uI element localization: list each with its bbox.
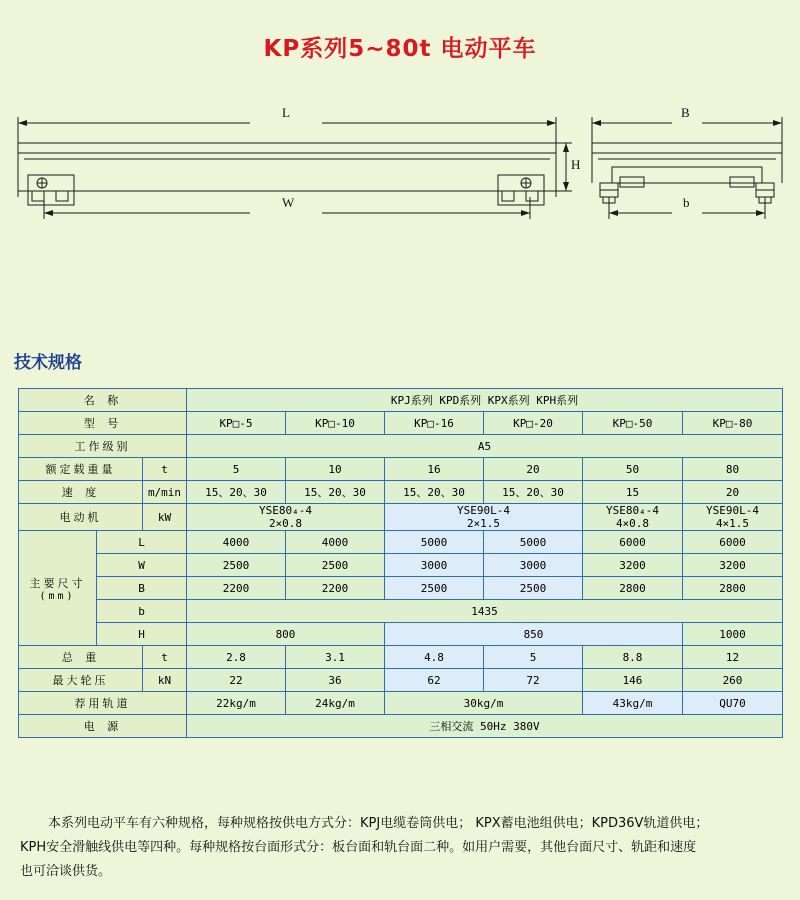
row-label-weight: 总 重 bbox=[19, 646, 143, 669]
row-label-rail: 荐用轨道 bbox=[19, 692, 187, 715]
row-label-wheel-pressure: 最大轮压 bbox=[19, 669, 143, 692]
note-line-3: 也可洽谈供货。 bbox=[20, 864, 112, 879]
table-row bbox=[19, 623, 783, 646]
cell-W-2: 2500 bbox=[286, 554, 385, 577]
table-row bbox=[19, 715, 783, 738]
cell-W-4: 3000 bbox=[484, 554, 583, 577]
spec-table-wrapper bbox=[18, 388, 782, 738]
cell-model-3: KP□-16 bbox=[385, 412, 484, 435]
row-unit-weight: t bbox=[143, 646, 187, 669]
row-label-dimensions bbox=[19, 531, 97, 646]
cell-motor-group-4 bbox=[683, 504, 783, 531]
dim-label-W: W bbox=[282, 195, 295, 210]
cell-L-1: 4000 bbox=[187, 531, 286, 554]
row-unit-dim-W: W bbox=[97, 554, 187, 577]
spec-table bbox=[18, 388, 783, 738]
table-row bbox=[19, 504, 783, 531]
row-label-duty: 工作级别 bbox=[19, 435, 187, 458]
dimensions-label-text: 主要尺寸 bbox=[29, 576, 86, 590]
cell-wheel-5: 146 bbox=[583, 669, 683, 692]
cell-rail-3: 30kg/m bbox=[385, 692, 583, 715]
cell-model-4: KP□-20 bbox=[484, 412, 583, 435]
cell-rail-5: QU70 bbox=[683, 692, 783, 715]
row-label-power: 电 源 bbox=[19, 715, 187, 738]
note-line-2: KPH安全滑触线供电等四种。每种规格按台面形式分：板台面和轨台面二种。如用户需要，其他台面尺寸、轨距和速度 bbox=[20, 840, 697, 855]
motor-power-3: 4×0.8 bbox=[615, 517, 650, 530]
motor-model-2: YSE90L-4 bbox=[457, 504, 510, 517]
row-unit-dim-L: L bbox=[97, 531, 187, 554]
technical-drawing bbox=[0, 85, 800, 285]
table-row bbox=[19, 531, 783, 554]
cell-motor-group-1 bbox=[187, 504, 385, 531]
cell-weight-5: 8.8 bbox=[583, 646, 683, 669]
row-unit-dim-H: H bbox=[97, 623, 187, 646]
section-heading-specs: 技术规格 bbox=[14, 353, 82, 373]
cell-model-2: KP□-10 bbox=[286, 412, 385, 435]
row-unit-speed: m/min bbox=[143, 481, 187, 504]
cell-B-5: 2800 bbox=[583, 577, 683, 600]
table-row bbox=[19, 412, 783, 435]
note-line-1: 本系列电动平车有六种规格，每种规格按供电方式分：KPJ电缆卷筒供电； KPX蓄电池组供电；KPD36V轨道供电； bbox=[48, 816, 709, 831]
dim-label-L: L bbox=[282, 105, 290, 120]
table-row bbox=[19, 458, 783, 481]
motor-power-1: 2×0.8 bbox=[268, 517, 303, 530]
cell-capacity-3: 16 bbox=[385, 458, 484, 481]
table-row bbox=[19, 554, 783, 577]
motor-power-4: 4×1.5 bbox=[715, 517, 750, 530]
cell-W-5: 3200 bbox=[583, 554, 683, 577]
motor-model-4: YSE90L-4 bbox=[706, 504, 759, 517]
table-row bbox=[19, 669, 783, 692]
cell-model-1: KP□-5 bbox=[187, 412, 286, 435]
cell-wheel-2: 36 bbox=[286, 669, 385, 692]
motor-power-2: 2×1.5 bbox=[466, 517, 501, 530]
cell-motor-group-2 bbox=[385, 504, 583, 531]
row-unit-motor: kW bbox=[143, 504, 187, 531]
cell-L-5: 6000 bbox=[583, 531, 683, 554]
cell-wheel-1: 22 bbox=[187, 669, 286, 692]
cell-weight-3: 4.8 bbox=[385, 646, 484, 669]
cell-weight-6: 12 bbox=[683, 646, 783, 669]
cell-power-value: 三相交流 50Hz 380V bbox=[187, 715, 783, 738]
motor-model-3: YSE80₄-4 bbox=[606, 504, 659, 517]
dim-label-b: b bbox=[683, 195, 690, 210]
cell-speed-3: 15、20、30 bbox=[385, 481, 484, 504]
cell-L-4: 5000 bbox=[484, 531, 583, 554]
row-label-speed: 速 度 bbox=[19, 481, 143, 504]
dim-label-B: B bbox=[681, 105, 690, 120]
cell-B-1: 2200 bbox=[187, 577, 286, 600]
footer-note bbox=[20, 812, 780, 884]
table-row bbox=[19, 646, 783, 669]
cell-B-3: 2500 bbox=[385, 577, 484, 600]
table-row bbox=[19, 481, 783, 504]
table-row bbox=[19, 577, 783, 600]
cell-capacity-6: 80 bbox=[683, 458, 783, 481]
table-row bbox=[19, 435, 783, 458]
row-label-capacity: 额定载重量 bbox=[19, 458, 143, 481]
cell-series-list: KPJ系列 KPD系列 KPX系列 KPH系列 bbox=[187, 389, 783, 412]
cell-speed-5: 15 bbox=[583, 481, 683, 504]
cell-capacity-2: 10 bbox=[286, 458, 385, 481]
cell-wheel-4: 72 bbox=[484, 669, 583, 692]
cell-speed-6: 20 bbox=[683, 481, 783, 504]
cell-B-6: 2800 bbox=[683, 577, 783, 600]
cell-rail-1: 22kg/m bbox=[187, 692, 286, 715]
table-row bbox=[19, 692, 783, 715]
row-unit-capacity: t bbox=[143, 458, 187, 481]
row-unit-dim-B: B bbox=[97, 577, 187, 600]
motor-model-1: YSE80₄-4 bbox=[259, 504, 312, 517]
cell-L-6: 6000 bbox=[683, 531, 783, 554]
cell-capacity-5: 50 bbox=[583, 458, 683, 481]
cell-L-2: 4000 bbox=[286, 531, 385, 554]
cell-B-2: 2200 bbox=[286, 577, 385, 600]
cell-capacity-4: 20 bbox=[484, 458, 583, 481]
cell-rail-2: 24kg/m bbox=[286, 692, 385, 715]
cell-B-4: 2500 bbox=[484, 577, 583, 600]
cell-weight-2: 3.1 bbox=[286, 646, 385, 669]
cell-rail-4: 43kg/m bbox=[583, 692, 683, 715]
cell-H-1: 800 bbox=[187, 623, 385, 646]
row-label-name: 名 称 bbox=[19, 389, 187, 412]
dimensions-label-unit: (mm) bbox=[39, 590, 76, 602]
cell-wheel-3: 62 bbox=[385, 669, 484, 692]
cell-weight-1: 2.8 bbox=[187, 646, 286, 669]
row-unit-dim-b: b bbox=[97, 600, 187, 623]
cell-W-6: 3200 bbox=[683, 554, 783, 577]
drawing-svg bbox=[0, 85, 800, 285]
cell-motor-group-3 bbox=[583, 504, 683, 531]
cell-weight-4: 5 bbox=[484, 646, 583, 669]
cell-model-5: KP□-50 bbox=[583, 412, 683, 435]
cell-capacity-1: 5 bbox=[187, 458, 286, 481]
cell-duty-value: A5 bbox=[187, 435, 783, 458]
cell-model-6: KP□-80 bbox=[683, 412, 783, 435]
cell-b-value: 1435 bbox=[187, 600, 783, 623]
cell-speed-2: 15、20、30 bbox=[286, 481, 385, 504]
table-row bbox=[19, 600, 783, 623]
cell-L-3: 5000 bbox=[385, 531, 484, 554]
row-label-model: 型 号 bbox=[19, 412, 187, 435]
cell-H-2: 850 bbox=[385, 623, 683, 646]
cell-speed-1: 15、20、30 bbox=[187, 481, 286, 504]
cell-W-3: 3000 bbox=[385, 554, 484, 577]
cell-W-1: 2500 bbox=[187, 554, 286, 577]
dim-label-H: H bbox=[571, 157, 581, 172]
cell-speed-4: 15、20、30 bbox=[484, 481, 583, 504]
table-row bbox=[19, 389, 783, 412]
cell-wheel-6: 260 bbox=[683, 669, 783, 692]
page-title: KP系列5~80t 电动平车 bbox=[263, 36, 537, 62]
cell-H-3: 1000 bbox=[683, 623, 783, 646]
row-unit-wheel-pressure: kN bbox=[143, 669, 187, 692]
row-label-motor: 电动机 bbox=[19, 504, 143, 531]
